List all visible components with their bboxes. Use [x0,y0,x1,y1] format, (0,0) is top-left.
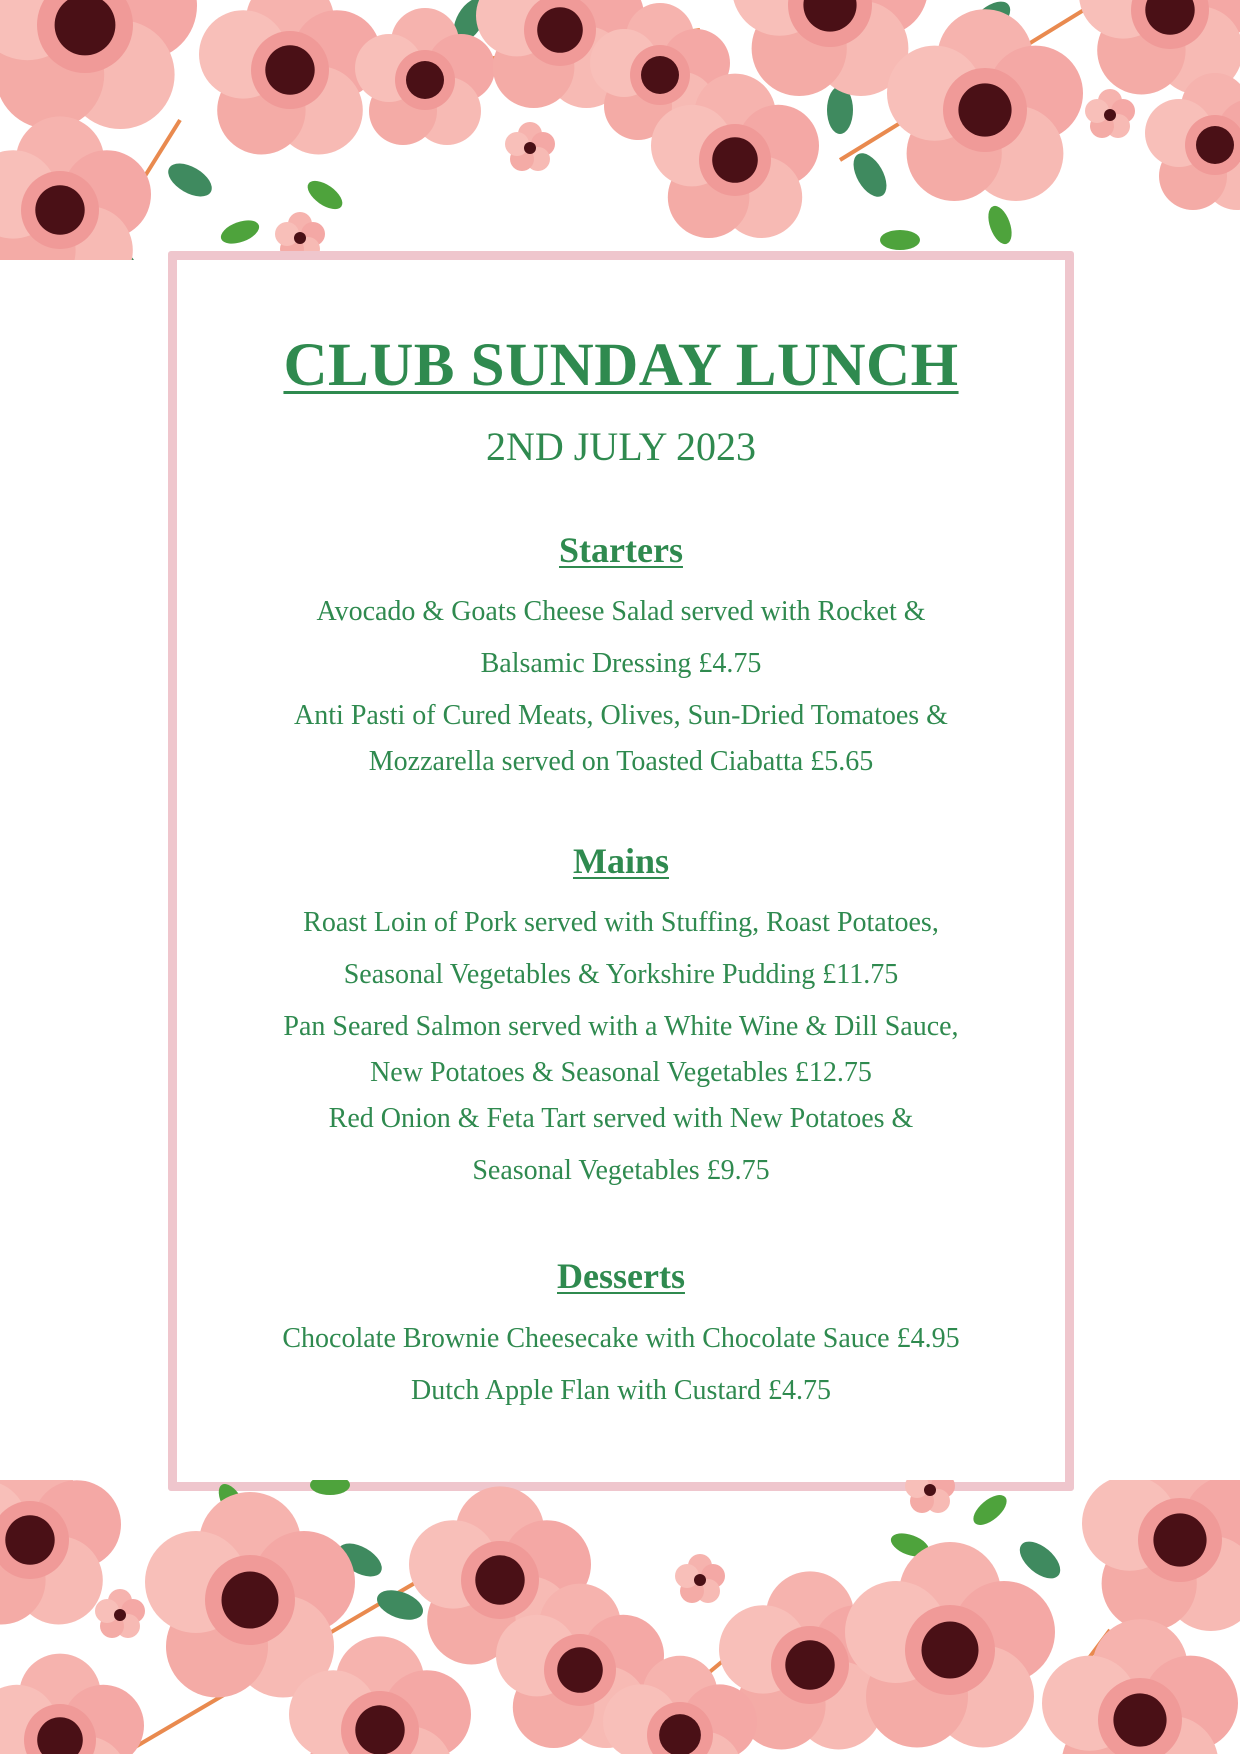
section-mains [177,840,1065,1197]
menu-title: CLUB SUNDAY LUNCH [283,332,959,399]
menu-item-line: Chocolate Brownie Cheesecake with Chocolate Sauce £4.95 [282,1322,960,1354]
menu-date: 2ND JULY 2023 [485,424,757,470]
menu-item-line: Pan Seared Salmon served with a White Wine & Dill Sauce, [283,1011,959,1043]
section-desserts [177,1255,1065,1416]
flower-border-top [0,0,1240,260]
flower-border-bottom [0,1480,1240,1754]
menu-item-line: Mozzarella served on Toasted Ciabatta £5.65 [368,746,874,778]
menu-item-line: Avocado & Goats Cheese Salad served with Rocket & [316,596,926,628]
menu-item-line: Seasonal Vegetables £9.75 [472,1155,770,1187]
menu-item [191,1365,1051,1417]
section-starters [177,529,1065,782]
section-heading: Mains [572,841,669,882]
menu-item [191,586,1051,690]
menu-item [191,690,1051,782]
section-heading: Starters [559,530,683,571]
menu-item [191,1093,1051,1197]
menu-item [191,1313,1051,1365]
menu-item-line: Red Onion & Feta Tart served with New Potatoes & [328,1103,914,1135]
menu-content [177,260,1065,1417]
menu-item-line: Balsamic Dressing £4.75 [480,648,762,680]
menu-frame [168,251,1074,1491]
section-heading: Desserts [557,1256,685,1297]
menu-item-line: Seasonal Vegetables & Yorkshire Pudding £11.75 [343,959,899,991]
menu-item-line: Anti Pasti of Cured Meats, Olives, Sun-Dried Tomatoes & [294,700,948,732]
menu-item-line: New Potatoes & Seasonal Vegetables £12.75 [370,1057,872,1089]
menu-item-line: Dutch Apple Flan with Custard £4.75 [411,1374,831,1406]
menu-item [191,1001,1051,1093]
menu-item [191,897,1051,1001]
menu-item-line: Roast Loin of Pork served with Stuffing, Roast Potatoes, [303,907,939,939]
